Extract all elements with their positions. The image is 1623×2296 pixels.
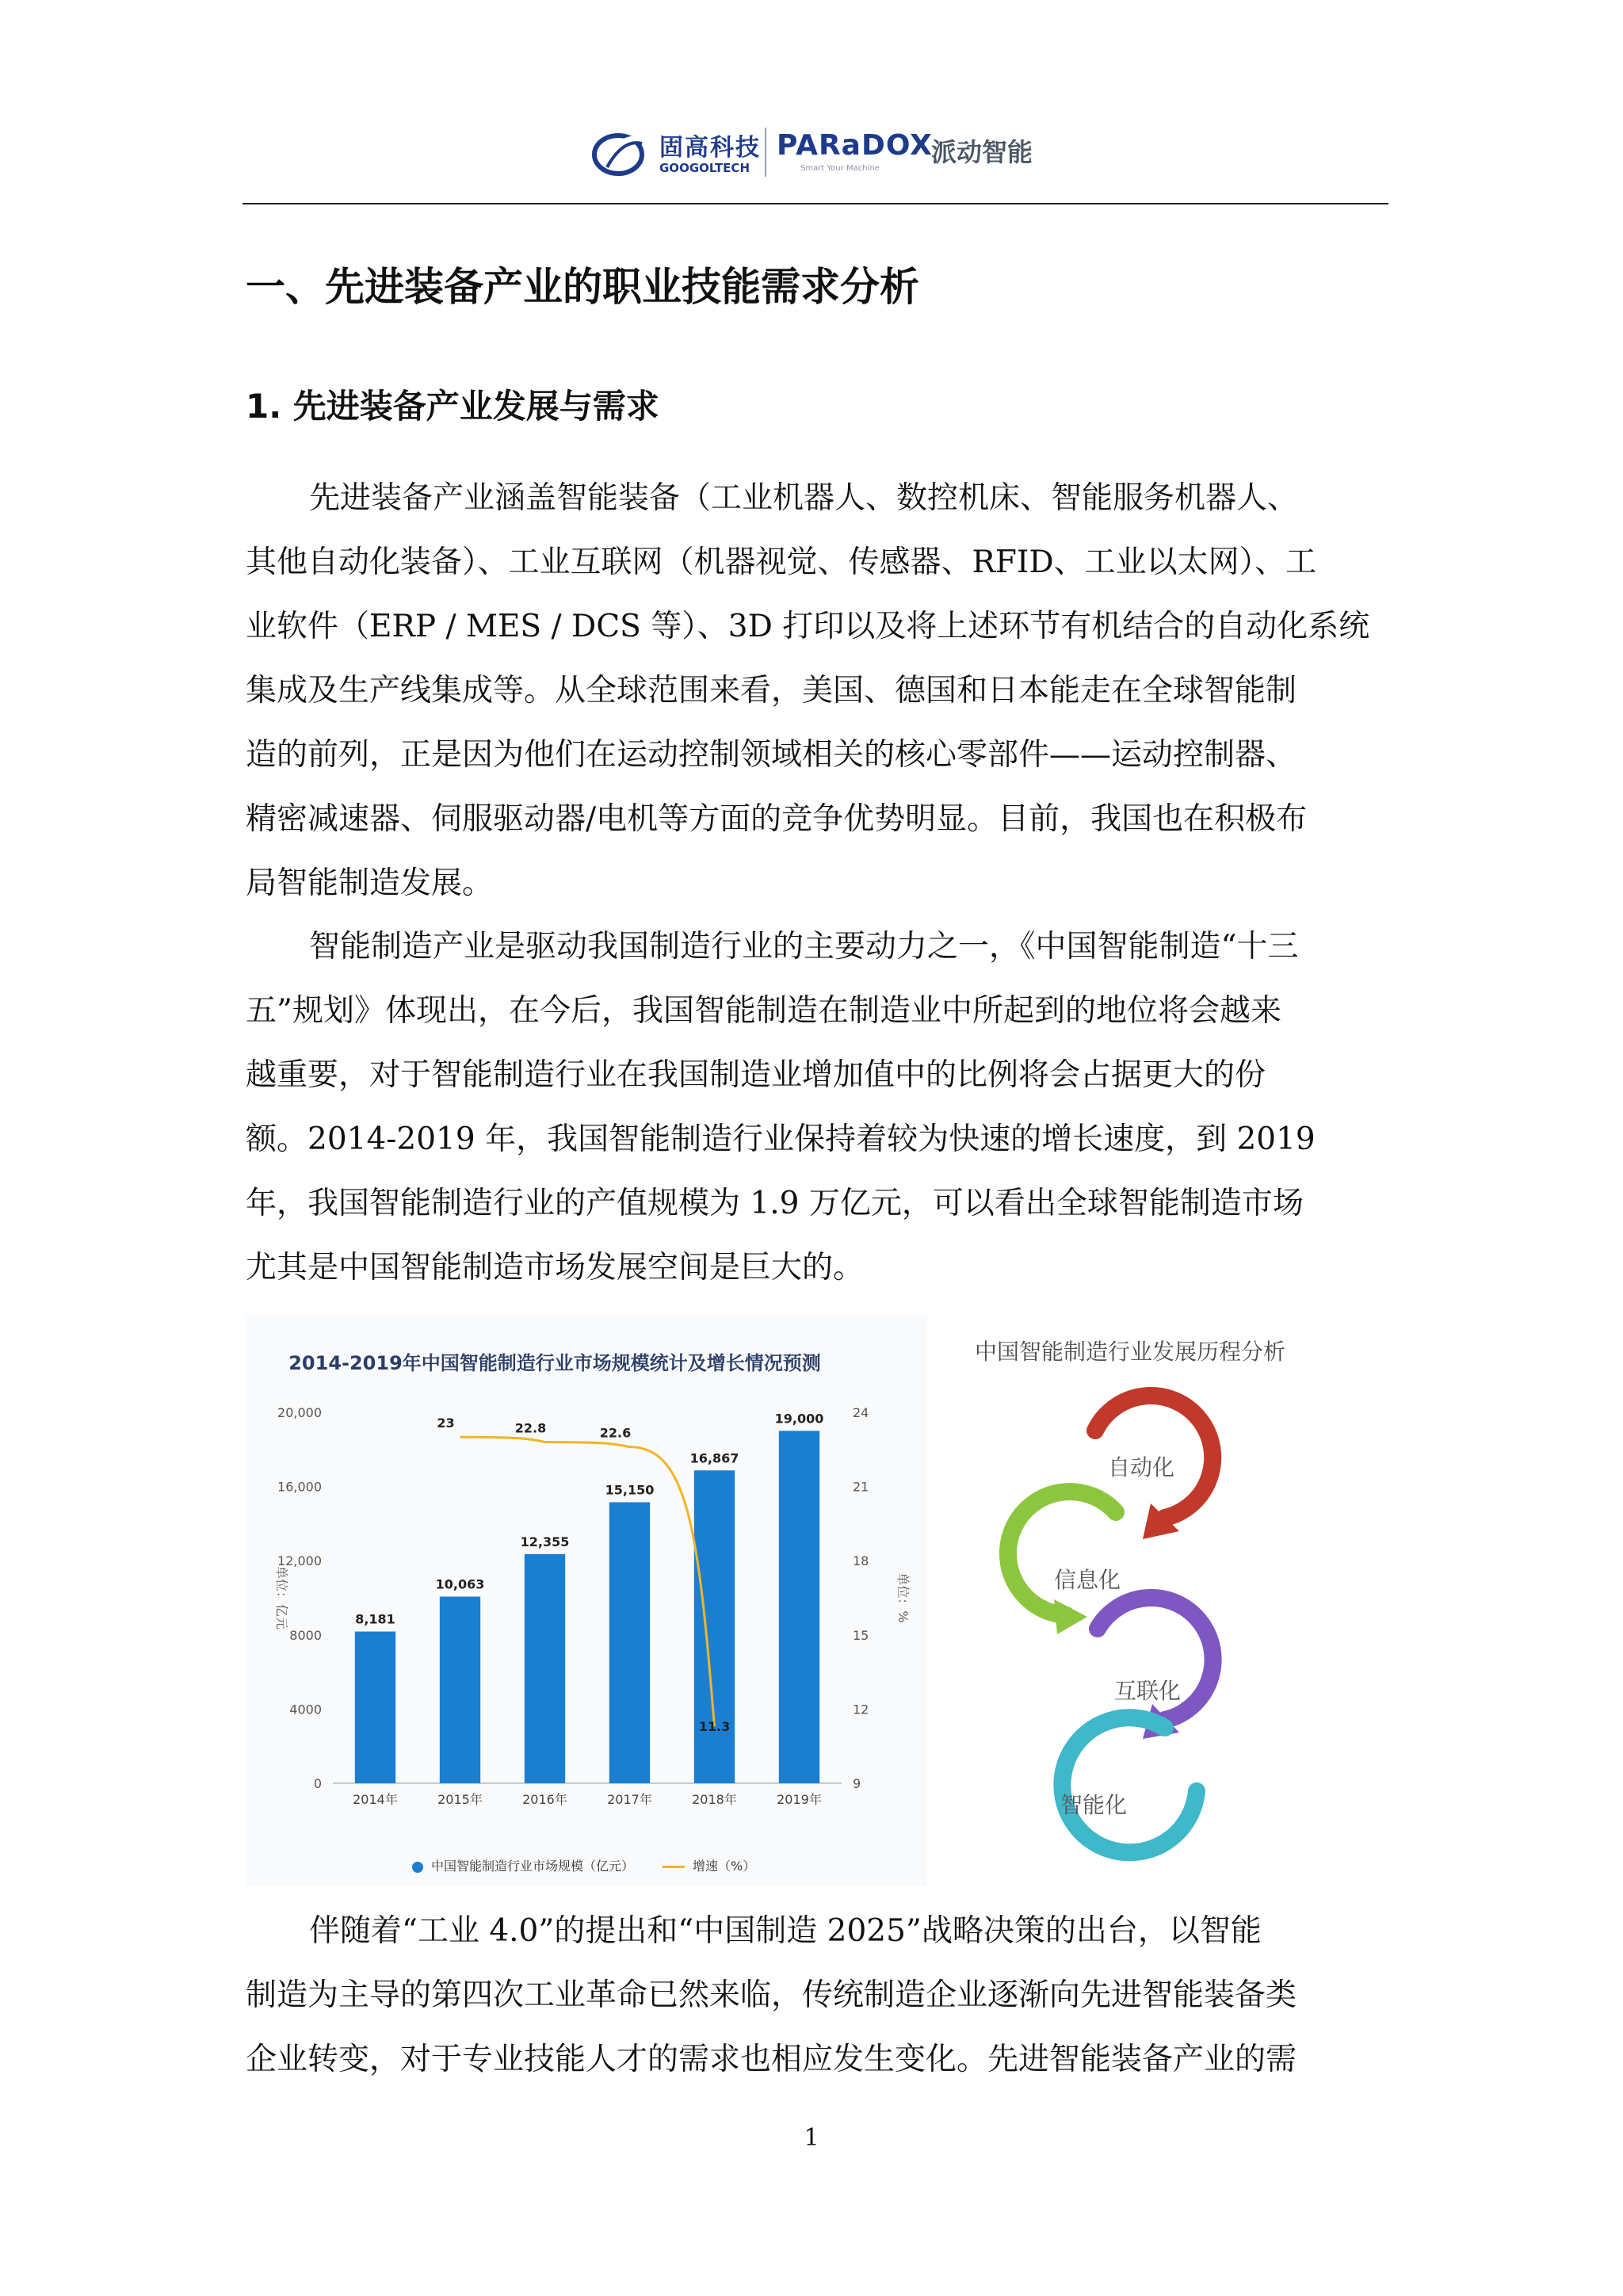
subsection-heading: 1. 先进装备产业发展与需求 — [246, 387, 659, 426]
chart-plot — [246, 1316, 927, 1886]
page-header — [586, 123, 1062, 186]
text-line: 智能制造产业是驱动我国制造行业的主要动力之一，《中国智能制造“十三 — [309, 929, 1299, 965]
stage-interconnection: 互联化 — [1114, 1678, 1182, 1704]
chart-title: 2014-2019年中国智能制造行业市场规模统计及增长情况预测 — [288, 1352, 821, 1374]
y-left-tick-label: 12,000 — [277, 1553, 322, 1569]
logo-company-en: GOOGOLTECH — [659, 161, 750, 175]
text-line: 年，我国智能制造行业的产值规模为 1.9 万亿元，可以看出全球智能制造市场 — [246, 1186, 1304, 1221]
y-right-axis-title: 单位：% — [896, 1572, 911, 1623]
bar — [355, 1632, 395, 1783]
y-left-tick-label: 8000 — [289, 1627, 322, 1643]
growth-value-label: 23 — [437, 1415, 455, 1431]
logo-paradox-cn: 派动智能 — [931, 137, 1033, 167]
paragraph-2 — [246, 915, 1392, 1300]
y-left-tick-label: 16,000 — [277, 1479, 322, 1495]
text-line: 造的前列，正是因为他们在运动控制领域相关的核心零部件——运动控制器、 — [246, 737, 1297, 773]
text-line: 尤其是中国智能制造市场发展空间是巨大的。 — [246, 1250, 865, 1286]
bar-value-label: 16,867 — [689, 1450, 739, 1466]
bar-value-label: 19,000 — [774, 1411, 824, 1427]
growth-value-label: 22.8 — [514, 1420, 547, 1436]
bar — [609, 1502, 650, 1783]
growth-value-label: 22.6 — [599, 1425, 632, 1441]
legend-line-swatch — [663, 1866, 685, 1868]
development-stages-diagram — [927, 1316, 1387, 1886]
x-tick-label: 2017年 — [607, 1792, 652, 1807]
text-line: 伴随着“工业 4.0”的提出和“中国制造 2025”战略决策的出台，以智能 — [309, 1913, 1262, 1949]
bar-value-label: 12,355 — [520, 1534, 570, 1549]
legend-bar-swatch — [412, 1862, 423, 1873]
bar — [440, 1597, 480, 1783]
text-line: 额。2014-2019 年，我国智能制造行业保持着较为快速的增长速度，到 2019 — [246, 1121, 1316, 1157]
paragraph-1 — [246, 466, 1392, 915]
y-right-tick-label: 24 — [853, 1405, 869, 1420]
text-line: 企业转变，对于专业技能人才的需求也相应发生变化。先进智能装备产业的需 — [246, 2042, 1297, 2077]
text-line: 制造为主导的第四次工业革命已然来临，传统制造企业逐渐向先进智能装备类 — [246, 1977, 1297, 2013]
y-right-tick-label: 9 — [853, 1776, 861, 1791]
y-left-tick-label: 20,000 — [277, 1405, 322, 1420]
bar-value-label: 8,181 — [355, 1611, 395, 1627]
text-line: 业软件（ERP / MES / DCS 等）、3D 打印以及将上述环节有机结合的自动化系统 — [246, 609, 1370, 644]
y-right-tick-label: 18 — [853, 1553, 869, 1569]
stage-arrow-intelligence — [1062, 1717, 1197, 1852]
x-tick-label: 2015年 — [437, 1792, 483, 1807]
stage-arrow-informatization — [1008, 1492, 1116, 1615]
bar — [779, 1431, 819, 1783]
stage-informatization: 信息化 — [1054, 1567, 1121, 1593]
stage-automation: 自动化 — [1108, 1454, 1175, 1480]
text-line: 五”规划》体现出，在今后，我国智能制造在制造业中所起到的地位将会越来 — [246, 993, 1281, 1029]
bar — [525, 1554, 565, 1783]
logo-divider — [765, 128, 766, 177]
chart-legend — [412, 1856, 755, 1874]
x-tick-label: 2018年 — [692, 1792, 737, 1807]
x-tick-label: 2016年 — [522, 1792, 567, 1807]
logo-paradox: PARaDOX — [777, 129, 933, 162]
legend-line-label: 增速（%） — [693, 1859, 756, 1874]
text-line: 先进装备产业涵盖智能装备（工业机器人、数控机床、智能服务机器人、 — [309, 480, 1299, 516]
section-heading: 一、先进装备产业的职业技能需求分析 — [246, 264, 919, 310]
logo-company-cn: 固高科技 — [659, 134, 761, 162]
bar-value-label: 15,150 — [605, 1482, 655, 1498]
header-rule — [242, 203, 1388, 204]
text-line: 越重要，对于智能制造行业在我国制造业增加值中的比例将会占据更大的份 — [246, 1057, 1266, 1093]
paragraph-3 — [246, 1899, 1392, 2092]
y-left-tick-label: 4000 — [289, 1702, 322, 1717]
bar-value-label: 10,063 — [435, 1576, 485, 1592]
legend-bar-label: 中国智能制造行业市场规模（亿元） — [431, 1859, 635, 1874]
y-right-tick-label: 15 — [853, 1627, 869, 1643]
x-tick-label: 2019年 — [777, 1792, 822, 1807]
y-left-axis-title: 单位：亿元 — [274, 1565, 289, 1630]
y-left-tick-label: 0 — [313, 1776, 322, 1791]
diagram-title: 中国智能制造行业发展历程分析 — [975, 1339, 1286, 1365]
bar — [694, 1470, 735, 1783]
growth-value-label: 11.3 — [698, 1719, 731, 1735]
stage-arrowhead-informatization — [1054, 1599, 1087, 1634]
x-tick-label: 2014年 — [353, 1792, 398, 1807]
logo-tagline: Smart Your Machine — [800, 164, 880, 173]
growth-line — [460, 1437, 715, 1726]
y-right-tick-label: 21 — [853, 1479, 869, 1495]
stage-intelligence: 智能化 — [1060, 1792, 1128, 1818]
googoltech-logo-icon — [586, 126, 650, 181]
text-line: 精密减速器、伺服驱动器/电机等方面的竞争优势明显。目前，我国也在积极布 — [246, 801, 1308, 837]
text-line: 集成及生产线集成等。从全球范围来看，美国、德国和日本能走在全球智能制 — [246, 673, 1297, 709]
text-line: 局智能制造发展。 — [246, 865, 494, 901]
text-line: 其他自动化装备）、工业互联网（机器视觉、传感器、RFID、工业以太网）、工 — [246, 544, 1317, 580]
page-number: 1 — [804, 2124, 819, 2152]
stage-arrows — [927, 1316, 1387, 1886]
market-size-chart — [246, 1316, 927, 1886]
y-right-tick-label: 12 — [853, 1702, 869, 1717]
